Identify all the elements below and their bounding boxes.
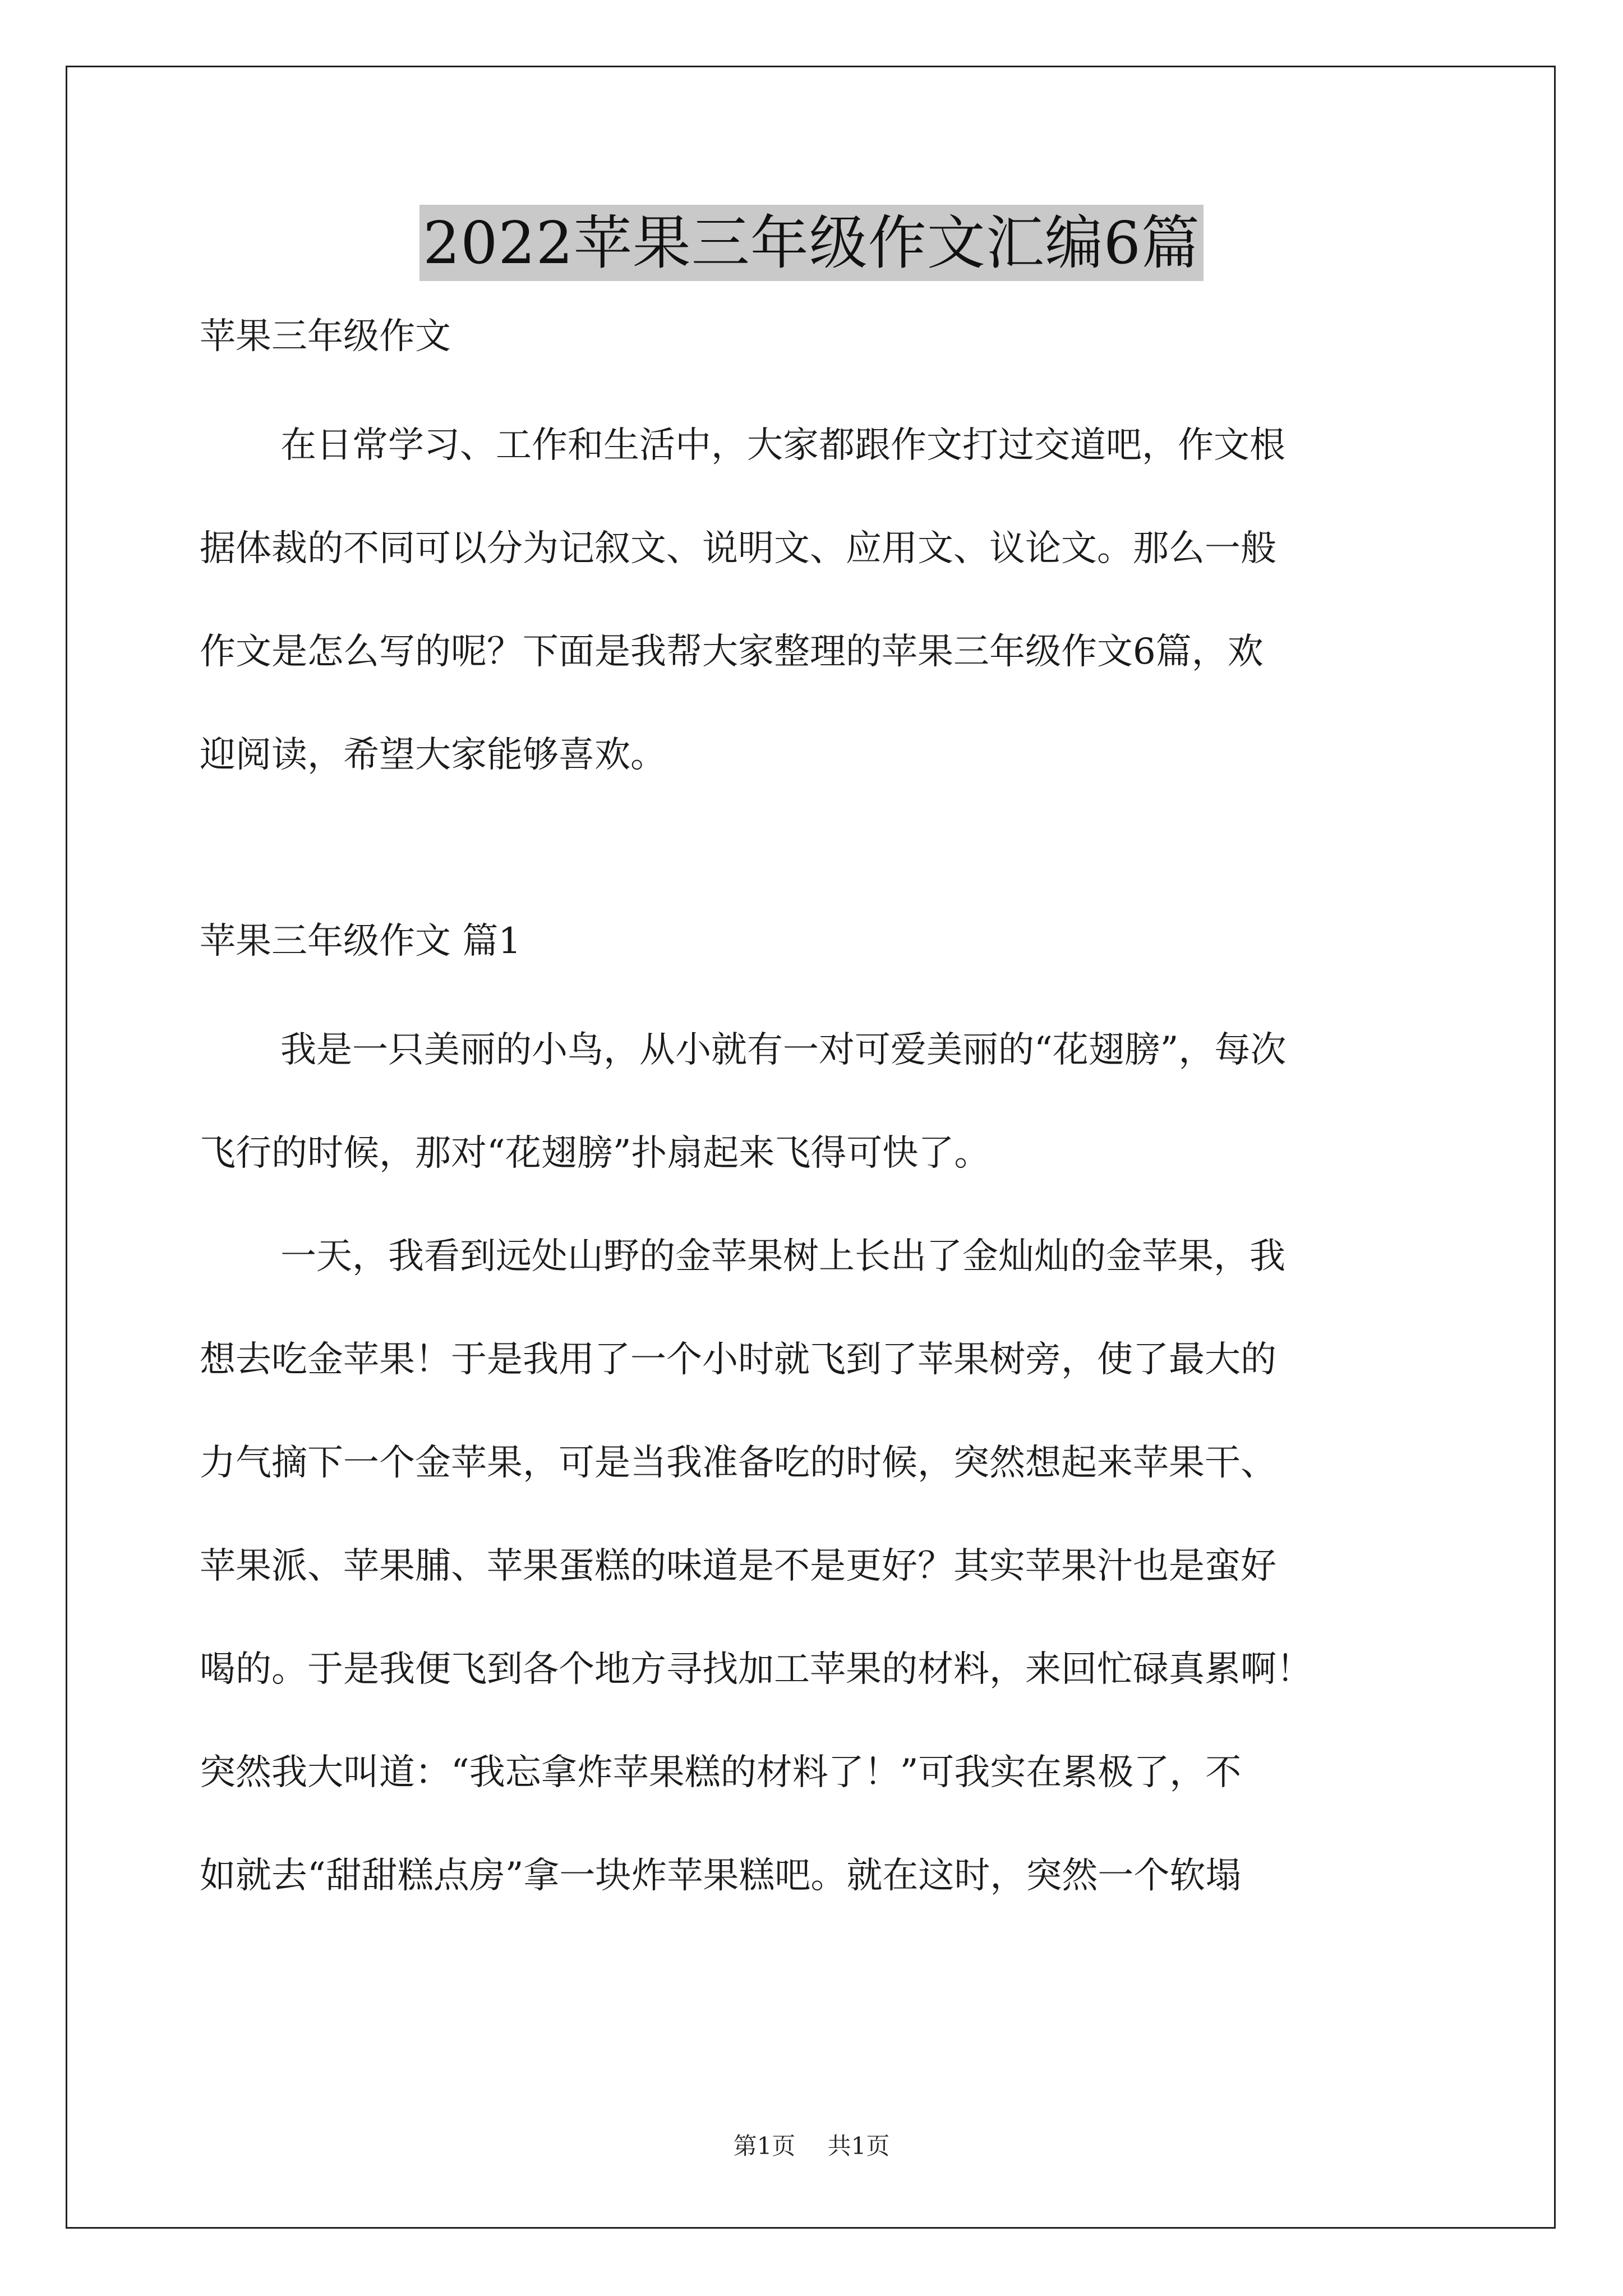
spacer <box>200 807 1433 919</box>
body-paragraph <box>200 999 1433 1205</box>
paragraph-line: 作文是怎么写的呢？下面是我帮大家整理的苹果三年级作文6篇，欢 <box>200 631 1264 673</box>
total-pages: 共1页 <box>827 2132 890 2160</box>
spacer <box>200 359 1433 394</box>
page-footer <box>0 2131 1623 2162</box>
paragraph-line: 突然我大叫道：“我忘拿炸苹果糕的材料了！”可我实在累极了，不 <box>200 1752 1242 1793</box>
page-number: 第1页 <box>733 2132 796 2160</box>
intro-paragraph <box>200 394 1433 807</box>
paragraph-line: 苹果派、苹果脯、苹果蛋糕的味道是不是更好？其实苹果汁也是蛮好 <box>200 1545 1276 1587</box>
paragraph-line: 迎阅读，希望大家能够喜欢。 <box>200 734 666 776</box>
title-container <box>0 205 1623 281</box>
paragraph-line: 一天，我看到远处山野的金苹果树上长出了金灿灿的金苹果，我 <box>280 1236 1285 1277</box>
paragraph-line: 我是一只美丽的小鸟，从小就有一对可爱美丽的“花翅膀”，每次 <box>280 1029 1287 1071</box>
paragraph-line: 喝的。于是我便飞到各个地方寻找加工苹果的材料，来回忙碌真累啊！ <box>200 1649 1312 1690</box>
paragraph-line: 据体裁的不同可以分为记叙文、说明文、应用文、议论文。那么一般 <box>200 528 1276 569</box>
spacer <box>200 964 1433 999</box>
intro-heading: 苹果三年级作文 <box>200 316 451 357</box>
document-title: 2022苹果三年级作文汇编6篇 <box>419 205 1204 281</box>
paragraph-line: 想去吃金苹果！于是我用了一个小时就飞到了苹果树旁，使了最大的 <box>200 1339 1276 1381</box>
paragraph-line: 如就去“甜甜糕点房”拿一块炸苹果糕吧。就在这时，突然一个软塌 <box>200 1855 1242 1897</box>
paragraph-line: 在日常学习、工作和生活中，大家都跟作文打过交道吧，作文根 <box>280 425 1285 466</box>
body-paragraph <box>200 1205 1433 1927</box>
paragraph-line: 力气摘下一个金苹果，可是当我准备吃的时候，突然想起来苹果干、 <box>200 1442 1276 1484</box>
paragraph-line: 飞行的时候，那对“花翅膀”扑扇起来飞得可快了。 <box>200 1133 990 1174</box>
section-heading: 苹果三年级作文 篇1 <box>200 921 522 962</box>
document-body <box>200 314 1433 1927</box>
